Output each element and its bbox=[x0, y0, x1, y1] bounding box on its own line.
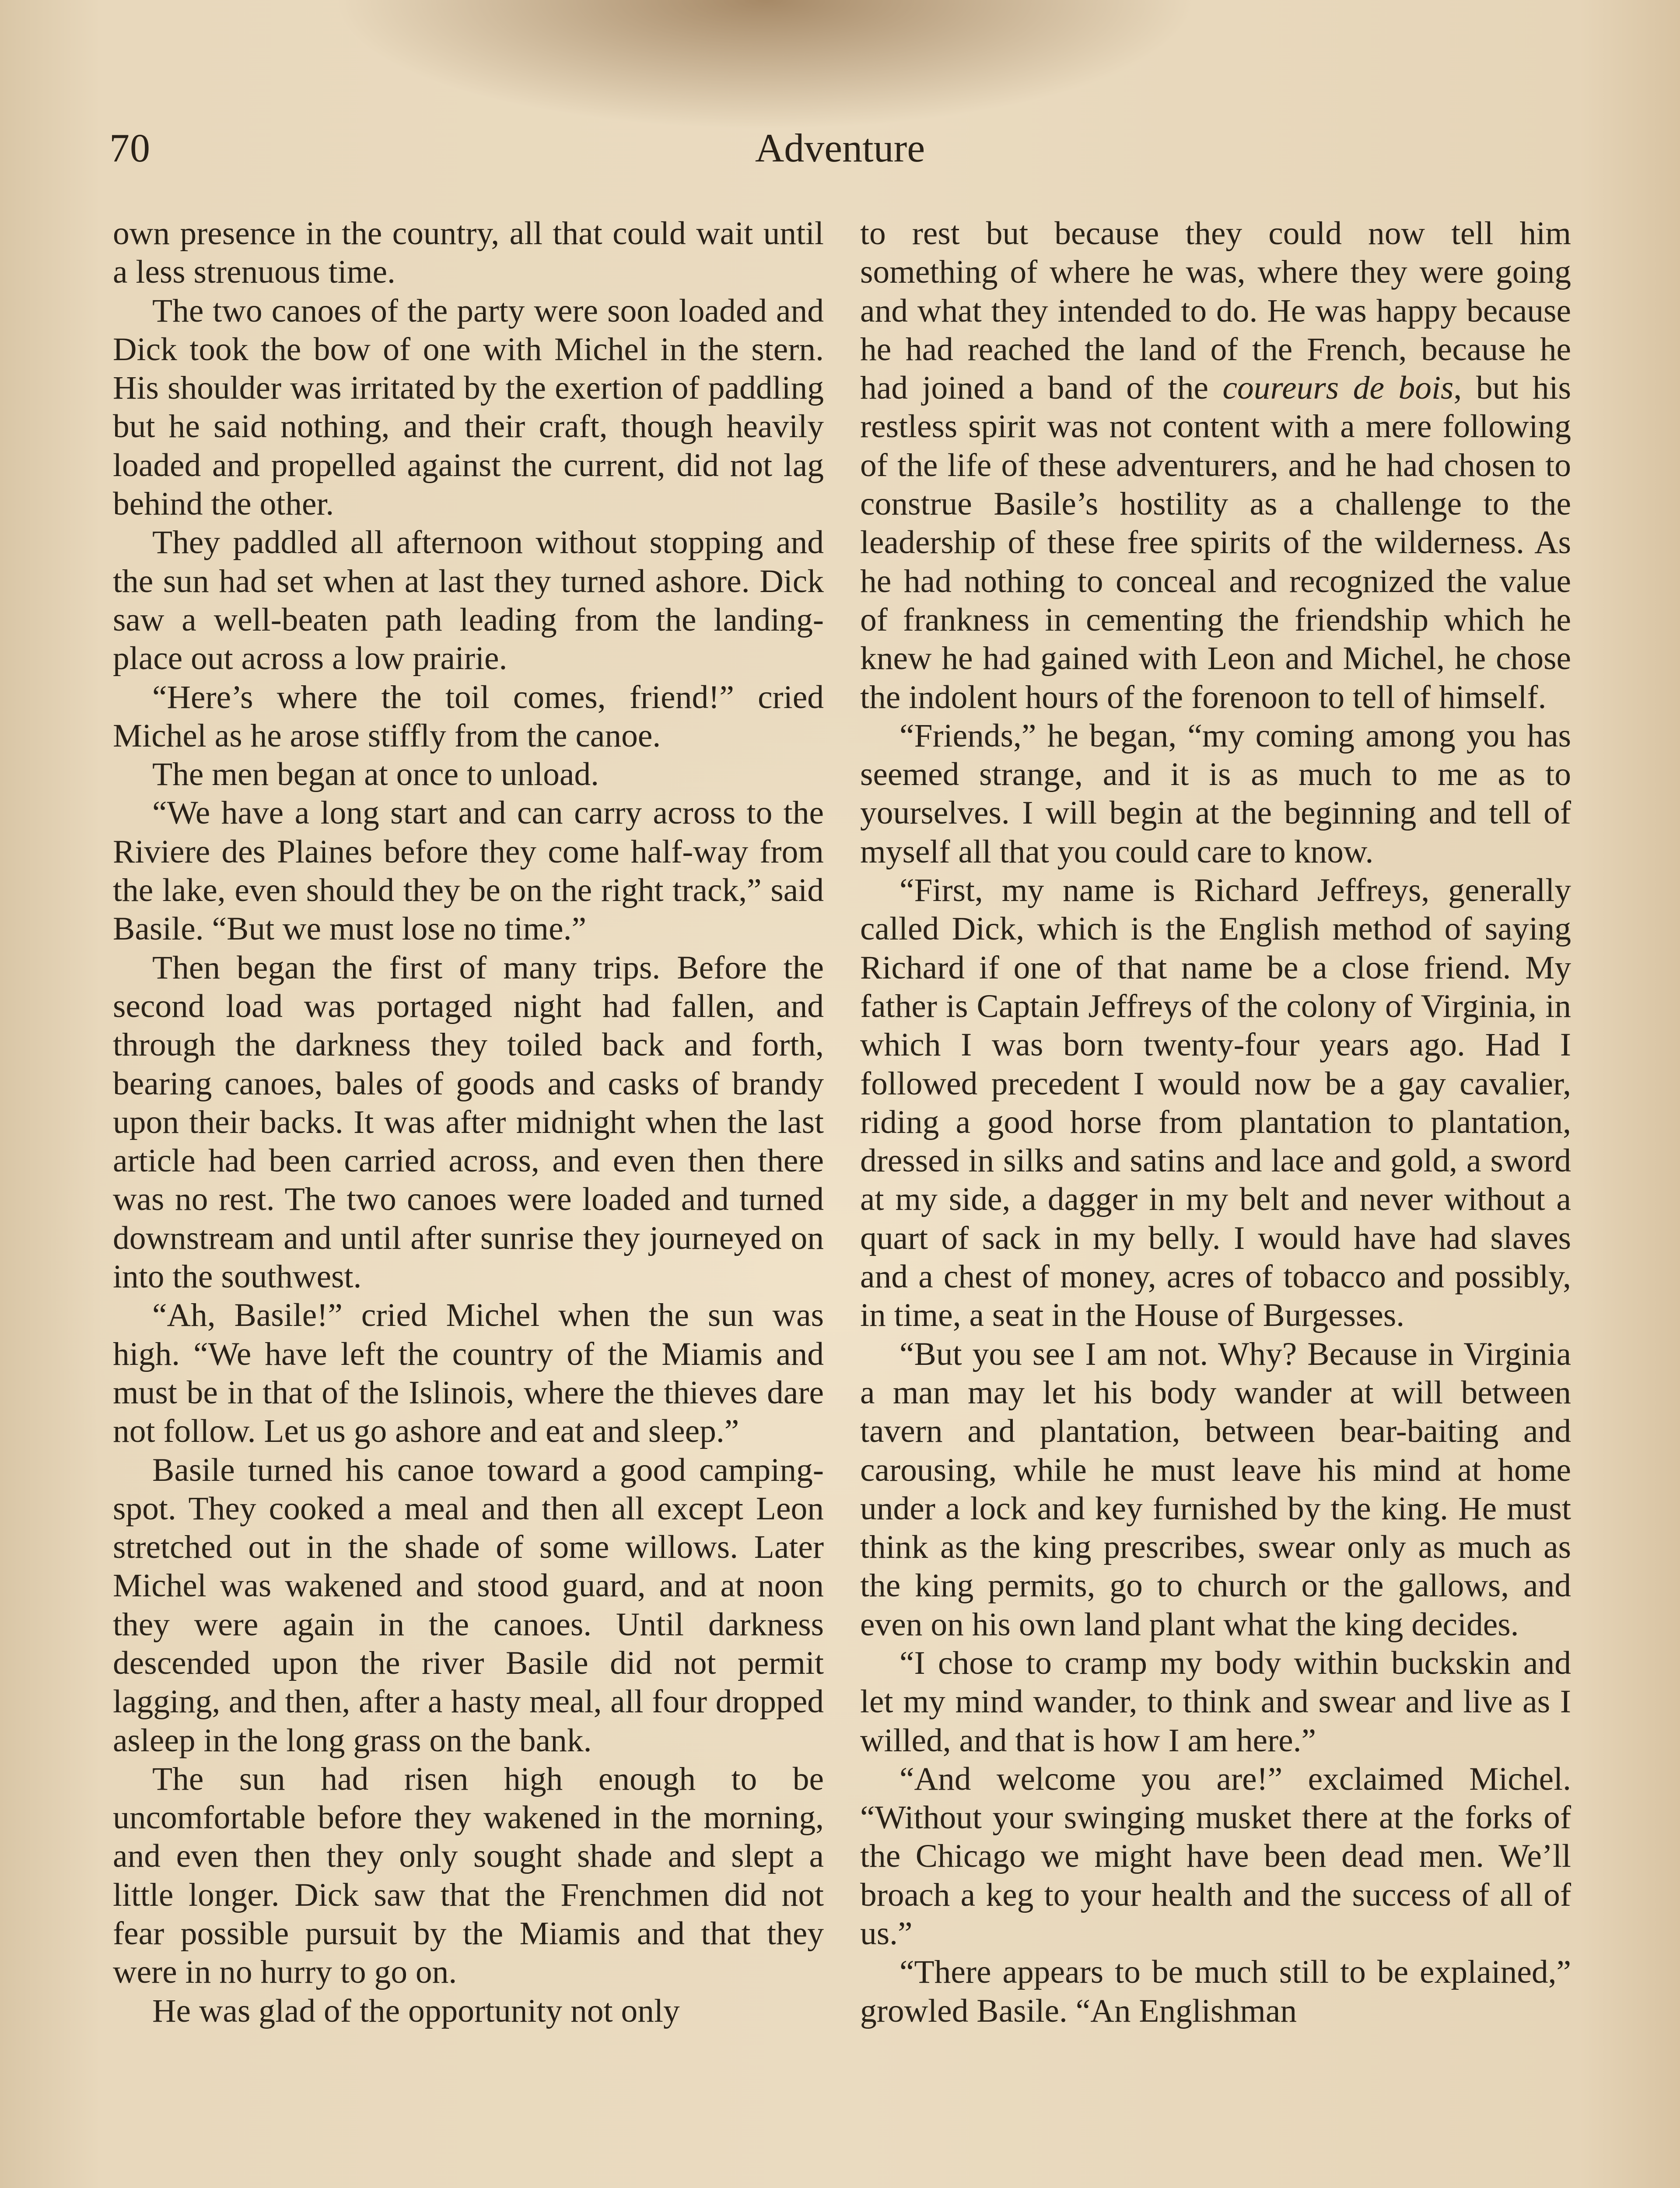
page-number: 70 bbox=[109, 126, 150, 170]
paragraph: The men began at once to unload. bbox=[152, 756, 599, 793]
page-header bbox=[109, 116, 1571, 177]
paragraph: “First, my name is Richard Jeffreys, generally called Dick, which is the English method of saying Richard if one of that name be a close friend. My father is Captain Jeffreys of the colony of Virginia, in which I was born twenty-four years ago. Had I followed precedent I would now be a gay cavalier, riding a good horse from plantation to plantation, dressed in silks and satins and lace and gold, a sword at my side, a dagger in my belt and never without a quart of sack in my belly. I would have had slaves and a chest of money, acres of tobacco and possibly, in time, a seat in the House of Burgesses. bbox=[860, 872, 1571, 1334]
paragraph: They paddled all afternoon without stopping and the sun had set when at last they turned ashore. Dick saw a well-beaten path leading from the landing-place out across a low prairie. bbox=[113, 524, 824, 677]
right-column bbox=[860, 214, 1571, 2030]
paragraph: The two canoes of the party were soon loaded and Dick took the bow of one with Michel in the stern. His shoulder was irritated by the exertion of paddling but he said nothing, and their craft, though heavily loaded and propelled against the current, did not lag behind the other. bbox=[113, 292, 824, 522]
paragraph: “And welcome you are!” exclaimed Michel. “Without your swinging musket there at the forks of the Chicago we might have been dead men. We’ll broach a keg to your health and the success of all of us.” bbox=[860, 1760, 1571, 1952]
paragraph: Basile turned his canoe toward a good camping-spot. They cooked a meal and then all except Leon stretched out in the shade of some willows. Later Michel was wakened and stood guard, and at noon they were again in the canoes. Until darkness descended upon the river Basile did not permit lagging, and then, after a hasty meal, all four dropped asleep in the long grass on the bank. bbox=[113, 1452, 824, 1759]
paragraph: He was glad of the opportunity not only bbox=[152, 1992, 680, 2029]
paragraph: “I chose to cramp my body within buckskin and let my mind wander, to think and swear and live as I willed, and that is how I am here.” bbox=[860, 1645, 1571, 1759]
left-column bbox=[113, 214, 824, 2030]
italic-phrase: coureurs de bois bbox=[1222, 370, 1454, 407]
running-title: Adventure bbox=[755, 126, 925, 170]
paragraph bbox=[860, 214, 1571, 717]
paragraph-text: to rest but because they could now tell him something of where he was, where they were going and what they intended to do. He was happy because he had reached the land of the French, because he had joined a band of the bbox=[860, 215, 1571, 407]
paragraph: “But you see I am not. Why? Because in Virginia a man may let his body wander at will between tavern and plantation, between bear-baiting and carousing, while he must leave his mind at home under a lock and key furnished by the king. He must think as the king prescribes, swear only as much as the king permits, go to church or the gallows, and even on his own land plant what the king decides. bbox=[860, 1336, 1571, 1643]
paragraph: own presence in the country, all that could wait until a less strenuous time. bbox=[113, 215, 824, 291]
paragraph: The sun had risen high enough to be uncomfortable before they wakened in the morning, and even then they only sought shade and slept a little longer. Dick saw that the Frenchmen did not fear possible pursuit by the Miamis and that they were in no hurry to go on. bbox=[113, 1760, 824, 1991]
paragraph-text: , but his restless spirit was not content with a mere following of the life of these adventurers, and he had chosen to construe Basile’s hostility as a challenge to the leadership of these free spirits of the wilderness. As he had nothing to conceal and recognized the value of frankness in cementing the friendship which he knew he had gained with Leon and Michel, he chose the indolent hours of the forenoon to tell of himself. bbox=[860, 370, 1571, 715]
paragraph: “We have a long start and can carry across to the Riviere des Plaines before they come half-way from the lake, even should they be on the right track,” said Basile. “But we must lose no time.” bbox=[113, 795, 824, 947]
paragraph: Then began the first of many trips. Before the second load was portaged night had fallen, and through the darkness they toiled back and forth, bearing canoes, bales of goods and casks of brandy upon their backs. It was after midnight when the last article had been carried across, and even then there was no rest. The two canoes were loaded and turned downstream and until after sunrise they journeyed on into the southwest. bbox=[113, 949, 824, 1295]
paragraph: “Friends,” he began, “my coming among you has seemed strange, and it is as much to me as to yourselves. I will begin at the beginning and tell of myself all that you could care to know. bbox=[860, 717, 1571, 870]
paragraph: “Ah, Basile!” cried Michel when the sun was high. “We have left the country of the Miamis and must be in that of the Islinois, where the thieves dare not follow. Let us go ashore and eat and sleep.” bbox=[113, 1297, 824, 1450]
paragraph: “Here’s where the toil comes, friend!” cried Michel as he arose stiffly from the canoe. bbox=[113, 679, 824, 754]
paragraph: “There appears to be much still to be explained,” growled Basile. “An Englishman bbox=[860, 1954, 1571, 2029]
